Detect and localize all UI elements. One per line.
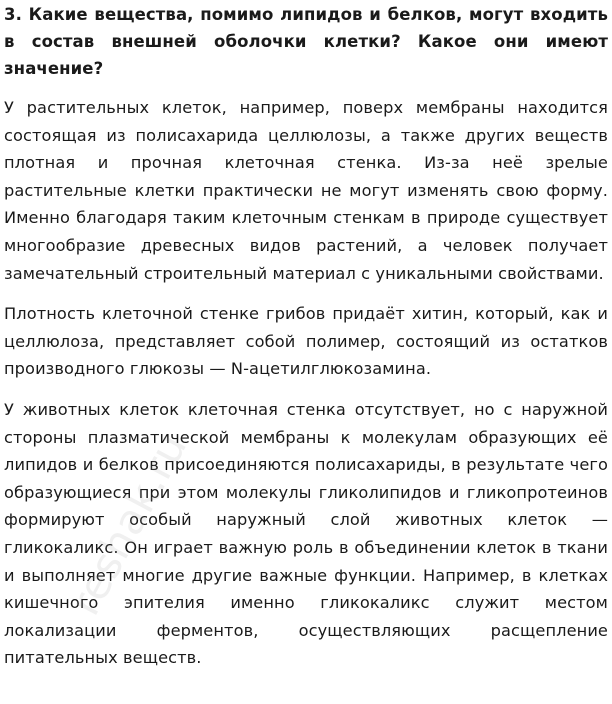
question-block [4, 0, 608, 82]
question-heading: 3. Какие вещества, помимо липидов и белков, могут входить в состав внешней оболочки клетки? Какое они имеют значение? [4, 5, 608, 78]
answer-paragraph-glycocalyx: У животных клеток клеточная стенка отсутствует, но с наружной стороны плазматической мембраны к молекулам образующих её липидов и белков присоединяются полисахариды, в результате чего образующиеся при этом молекулы гликолипидов и гликопротеинов формируют особый наружный слой животных клеток — гликокаликс. Он играет важную роль в объединении клеток в ткани и выполняет многие другие важные функции. Например, в клетках кишечного эпителия именно гликокаликс служит местом локализации ферментов, осуществляющих расщепление питательных веществ. [4, 399, 608, 668]
watermark-text: reshak.ru [60, 425, 197, 624]
answer-paragraph-fungi-chitin: Плотность клеточной стенке грибов придаёт хитин, который, как и целлюлоза, представляет собой полимер, состоящий из остатков производного глюкозы — N-ацетилглюкозамина. [4, 304, 608, 379]
document-page [4, 0, 608, 672]
answer-block [4, 94, 608, 672]
answer-paragraph-plant-cell-wall: У растительных клеток, например, поверх мембраны находится состоящая из полисахарида целлюлозы, а также других веществ плотная и прочная клеточная стенка. Из-за неё зрелые растительные клетки практически не могут изменять свою форму. Именно благодаря таким клеточным стенкам в природе существует многообразие древесных видов растений, а человек получает замечательный строительный материал с уникальными свойствами. [4, 98, 608, 283]
